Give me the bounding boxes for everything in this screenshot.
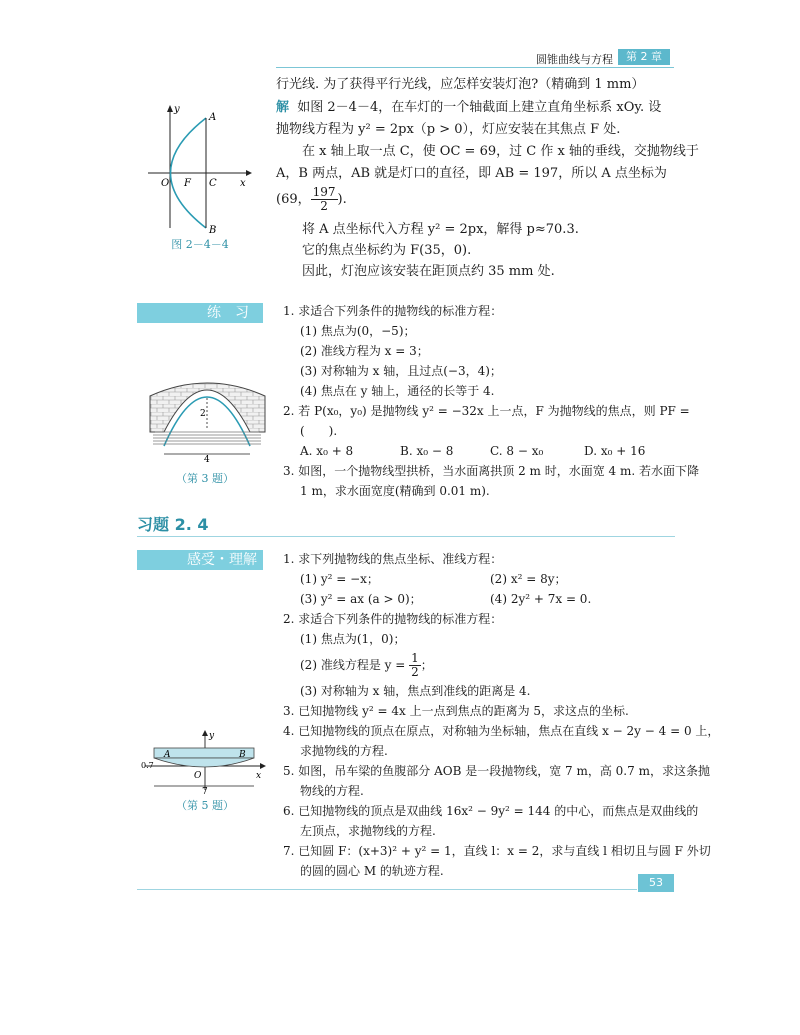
width-label: 4 bbox=[204, 455, 210, 464]
practice-q2b: ( ). bbox=[300, 424, 338, 438]
figure-2-4-4-caption: 图 2－4－4 bbox=[171, 238, 229, 251]
example-line-1b: 抛物线方程为 y² = 2px（p > 0），灯应安装在其焦点 F 处. bbox=[276, 122, 621, 137]
practice-banner bbox=[137, 303, 263, 323]
height-label: 2 bbox=[200, 409, 206, 419]
practice-q2-d: D. x₀ + 16 bbox=[584, 444, 646, 458]
practice-q3b: 1 m，求水面宽度(精确到 0.01 m). bbox=[300, 484, 490, 498]
figure-crane-beam bbox=[140, 728, 270, 798]
x-axis-arrow bbox=[260, 763, 266, 769]
practice-q2-c: C. 8 − x₀ bbox=[490, 444, 544, 458]
header-divider bbox=[276, 67, 674, 68]
exercise-banner-label: 感受・理解 bbox=[187, 552, 257, 568]
exercise-5b: 物线的方程. bbox=[300, 784, 364, 798]
y-axis-arrow bbox=[167, 105, 173, 112]
practice-banner-label: 练 习 bbox=[207, 305, 249, 321]
exercise-6b: 左顶点，求抛物线的方程. bbox=[300, 824, 436, 838]
example-line-1a: 如图 2－4－4，在车灯的一个轴截面上建立直角坐标系 xOy. 设 bbox=[297, 100, 662, 115]
example-coordinate: (69， $\frac{197}{2}$ ). bbox=[276, 185, 347, 213]
example-line-2a: 在 x 轴上取一点 C，使 OC = 69，过 C 作 x 轴的垂线，交抛物线于 bbox=[302, 144, 699, 159]
example-line-2b: A，B 两点，AB 就是灯口的直径，即 AB = 197，所以 A 点坐标为 bbox=[276, 166, 667, 181]
figure-5-caption: （第 5 题） bbox=[176, 799, 234, 812]
label-b: B bbox=[239, 750, 246, 760]
example-line-5: 因此，灯泡应该安装在距顶点约 35 mm 处. bbox=[302, 264, 555, 279]
example-line-3: 将 A 点坐标代入方程 y² = 2px，解得 p≈70.3. bbox=[302, 222, 579, 237]
exercise-1: 1. 求下列抛物线的焦点坐标、准线方程： bbox=[283, 552, 503, 566]
label-y: y bbox=[209, 731, 215, 741]
label-o: O bbox=[161, 178, 170, 189]
practice-q1-1: (1) 焦点为(0，−5)； bbox=[300, 324, 416, 338]
exercise-7b: 的圆的圆心 M 的轨迹方程. bbox=[300, 864, 444, 878]
exercise-4a: 4. 已知抛物线的顶点在原点，对称轴为坐标轴，焦点在直线 x − 2y − 4 = 0 上， bbox=[283, 724, 720, 738]
label-o: O bbox=[194, 771, 202, 781]
practice-q2a: 2. 若 P(x₀，y₀) 是抛物线 y² = −32x 上一点，F 为抛物线的焦点，则 PF = bbox=[283, 404, 690, 418]
practice-q1-3: (3) 对称轴为 x 轴，且过点(−3，4)； bbox=[300, 364, 502, 378]
y-axis-arrow bbox=[202, 730, 208, 736]
practice-q1: 1. 求适合下列条件的抛物线的标准方程： bbox=[283, 304, 503, 318]
label-b: B bbox=[209, 225, 217, 236]
figure-2-4-4 bbox=[140, 100, 260, 240]
figure-3-caption: （第 3 题） bbox=[176, 472, 234, 485]
e2-fraction: $\frac{1}{2}$ bbox=[411, 651, 419, 679]
example-line-0: 行光线. 为了获得平行光线，应怎样安装灯泡?（精确到 1 mm） bbox=[276, 77, 645, 92]
coord-fraction: $\frac{197}{2}$ bbox=[312, 185, 336, 213]
header-title: 圆锥曲线与方程 bbox=[536, 53, 613, 66]
label-a: A bbox=[209, 112, 217, 123]
section-divider bbox=[137, 536, 675, 537]
exercise-3: 3. 已知抛物线 y² = 4x 上一点到焦点的距离为 5，求这点的坐标. bbox=[283, 704, 629, 718]
exercise-banner bbox=[137, 550, 263, 570]
exercise-1-4: (4) 2y² + 7x = 0. bbox=[490, 592, 592, 606]
exercise-1-2: (2) x² = 8y； bbox=[490, 572, 567, 586]
label-f: F bbox=[184, 178, 191, 189]
practice-q1-4: (4) 焦点在 y 轴上，通径的长等于 4. bbox=[300, 384, 495, 398]
exercise-2: 2. 求适合下列条件的抛物线的标准方程： bbox=[283, 612, 503, 626]
exercise-7a: 7. 已知圆 F：(x+3)² + y² = 1，直线 l：x = 2，求与直线 l 相切且与圆 F 外切 bbox=[283, 844, 711, 858]
label-x: x bbox=[240, 178, 246, 189]
label-x: x bbox=[256, 771, 262, 781]
footer-divider bbox=[137, 889, 637, 890]
exercise-2-3: (3) 对称轴为 x 轴，焦点到准线的距离是 4. bbox=[300, 684, 531, 698]
practice-q1-2: (2) 准线方程为 x = 3； bbox=[300, 344, 429, 358]
chapter-badge: 第 2 章 bbox=[618, 49, 670, 65]
label-y: y bbox=[174, 104, 180, 115]
practice-q2-b: B. x₀ − 8 bbox=[400, 444, 454, 458]
exercise-6a: 6. 已知抛物线的顶点是双曲线 16x² − 9y² = 144 的中心，而焦点是双曲线的 bbox=[283, 804, 699, 818]
exercise-5a: 5. 如图，吊车梁的鱼腹部分 AOB 是一段抛物线，宽 7 m，高 0.7 m，求这条抛 bbox=[283, 764, 710, 778]
solution-mark: 解 bbox=[276, 100, 290, 115]
example-line-1 bbox=[276, 97, 661, 119]
label-a: A bbox=[164, 750, 171, 760]
exercise-1-1: (1) y² = −x； bbox=[300, 572, 379, 586]
bridge-masonry bbox=[150, 383, 265, 432]
practice-q3a: 3. 如图，一个抛物线型拱桥，当水面离拱顶 2 m 时，水面宽 4 m. 若水面下降 bbox=[283, 464, 699, 478]
page-number: 53 bbox=[638, 874, 674, 892]
width-label: 7 bbox=[202, 787, 208, 797]
section-title: 习题 2. 4 bbox=[137, 515, 209, 534]
exercise-4b: 求抛物线的方程. bbox=[300, 744, 388, 758]
x-axis-arrow bbox=[246, 170, 252, 176]
example-line-4: 它的焦点坐标约为 F(35，0). bbox=[302, 243, 472, 258]
exercise-2-2: (2) 准线方程是 y = $\frac{1}{2}$ ； bbox=[300, 651, 433, 679]
label-c: C bbox=[209, 178, 217, 189]
exercise-2-1: (1) 焦点为(1，0)； bbox=[300, 632, 406, 646]
practice-q2-a: A. x₀ + 8 bbox=[300, 444, 354, 458]
height-label: 0.7 bbox=[141, 761, 154, 770]
figure-arch-bridge bbox=[145, 372, 270, 464]
exercise-1-3: (3) y² = ax (a > 0)； bbox=[300, 592, 422, 606]
